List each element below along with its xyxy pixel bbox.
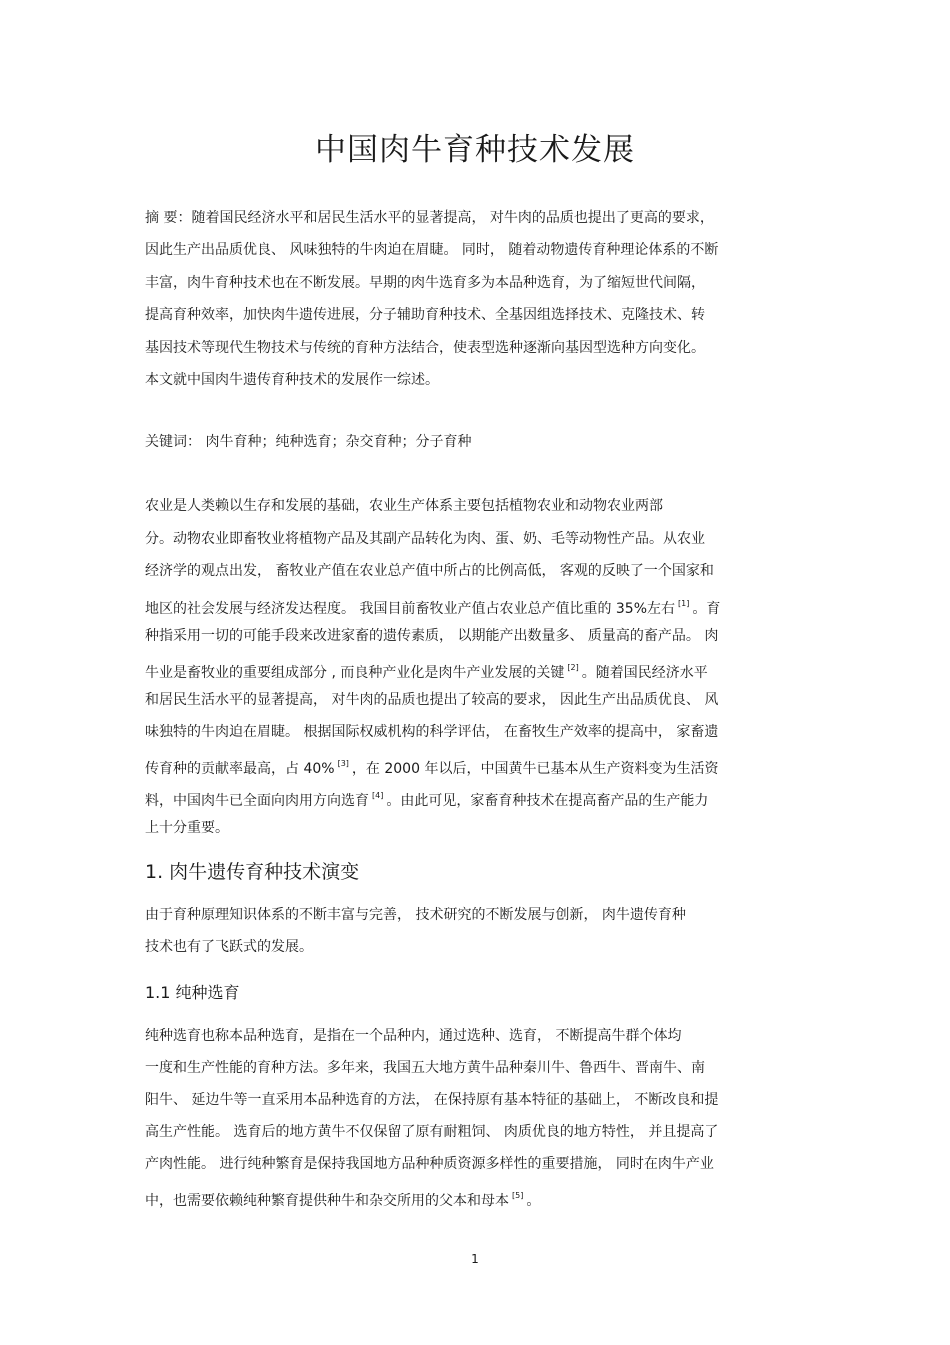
text-span: 牛业是畜牧业的重要组成部分 , 而良种产业化是肉牛产业发展的关键 <box>145 665 565 681</box>
citation-ref: [4] <box>372 791 384 800</box>
paragraph-line: 技术也有了飞跃式的发展。 <box>145 939 313 955</box>
citation-ref: [2] <box>567 663 579 672</box>
citation-ref: [5] <box>512 1191 524 1200</box>
section-heading: 1. 肉牛遗传育种技术演变 <box>145 861 360 883</box>
paragraph-line <box>145 594 720 619</box>
paragraph-line: 种指采用一切的可能手段来改进家畜的遗传素质， 以期能产出数量多、 质量高的畜产品。 肉 <box>145 628 719 644</box>
paragraph-line <box>145 754 718 779</box>
citation-ref: [3] <box>337 759 349 768</box>
abstract-line: 丰富，肉牛育种技术也在不断发展。早期的肉牛选育多为本品种选育，为了缩短世代间隔， <box>145 275 705 291</box>
paragraph-line <box>145 658 708 683</box>
text-span: 地区的社会发展与经济发达程度。 我国目前畜牧业产值占农业总产值比重的 35%左右 <box>145 601 676 617</box>
paragraph-line <box>145 1186 540 1211</box>
page-number: 1 <box>471 1252 479 1266</box>
paragraph-line: 高生产性能。 选育后的地方黄牛不仅保留了原有耐粗饲、 肉质优良的地方特性， 并且提高了 <box>145 1124 719 1140</box>
paragraph-line: 纯种选育也称本品种选育，是指在一个品种内，通过选种、选育， 不断提高牛群个体均 <box>145 1028 682 1044</box>
abstract-line: 本文就中国肉牛遗传育种技术的发展作一综述。 <box>145 372 439 388</box>
text-span: 。由此可见，家畜育种技术在提高畜产品的生产能力 <box>386 793 709 809</box>
abstract-line: 因此生产出品质优良、 风味独特的牛肉迫在眉睫。 同时， 随着动物遗传育种理论体系的不断 <box>145 242 719 258</box>
paragraph-line: 和居民生活水平的显著提高， 对牛肉的品质也提出了较高的要求， 因此生产出品质优良、 风 <box>145 692 719 708</box>
paragraph-line: 经济学的观点出发， 畜牧业产值在农业总产值中所占的比例高低， 客观的反映了一个国家和 <box>145 563 714 579</box>
paragraph-line: 上十分重要。 <box>145 820 229 836</box>
citation-ref: [1] <box>678 599 690 608</box>
paragraph-line: 由于育种原理知识体系的不断丰富与完善， 技术研究的不断发展与创新， 肉牛遗传育种 <box>145 907 686 923</box>
abstract-line: 提高育种效率，加快肉牛遗传进展，分子辅助育种技术、全基因组选择技术、克隆技术、转 <box>145 307 705 323</box>
paragraph-line: 产肉性能。 进行纯种繁育是保持我国地方品种种质资源多样性的重要措施， 同时在肉牛产业 <box>145 1156 714 1172</box>
paragraph-line: 阳牛、 延边牛等一直采用本品种选育的方法， 在保持原有基本特征的基础上， 不断改良和提 <box>145 1092 719 1108</box>
text-span: 。随着国民经济水平 <box>581 665 708 681</box>
page-title: 中国肉牛育种技术发展 <box>315 132 635 168</box>
text-span: 料，中国肉牛已全面向肉用方向选育 <box>145 793 369 809</box>
abstract-line: 摘 要：随着国民经济水平和居民生活水平的显著提高， 对牛肉的品质也提出了更高的要求， <box>145 210 714 226</box>
text-span: 。 <box>526 1193 541 1209</box>
paragraph-line: 一度和生产性能的育种方法。多年来，我国五大地方黄牛品种秦川牛、鲁西牛、晋南牛、南 <box>145 1060 705 1076</box>
text-span: 传育种的贡献率最高，占 40% <box>145 761 335 777</box>
paragraph-line <box>145 786 708 811</box>
paragraph-line: 味独特的牛肉迫在眉睫。 根据国际权威机构的科学评估， 在畜牧生产效率的提高中， 家畜遗 <box>145 724 719 740</box>
text-span: 中，也需要依赖纯种繁育提供种牛和杂交所用的父本和母本 <box>145 1193 509 1209</box>
paragraph-line: 农业是人类赖以生存和发展的基础，农业生产体系主要包括植物农业和动物农业两部 <box>145 498 663 514</box>
text-span: ，在 2000 年以后，中国黄牛已基本从生产资料变为生活资 <box>351 761 719 777</box>
text-span: 。育 <box>692 601 721 617</box>
paragraph-line: 分。动物农业即畜牧业将植物产品及其副产品转化为肉、蛋、奶、毛等动物性产品。从农业 <box>145 531 705 547</box>
abstract-line: 基因技术等现代生物技术与传统的育种方法结合，使表型选种逐渐向基因型选种方向变化。 <box>145 340 705 356</box>
keywords: 关键词： 肉牛育种；纯种选育；杂交育种；分子育种 <box>145 434 472 450</box>
subsection-heading: 1.1 纯种选育 <box>145 983 240 1002</box>
